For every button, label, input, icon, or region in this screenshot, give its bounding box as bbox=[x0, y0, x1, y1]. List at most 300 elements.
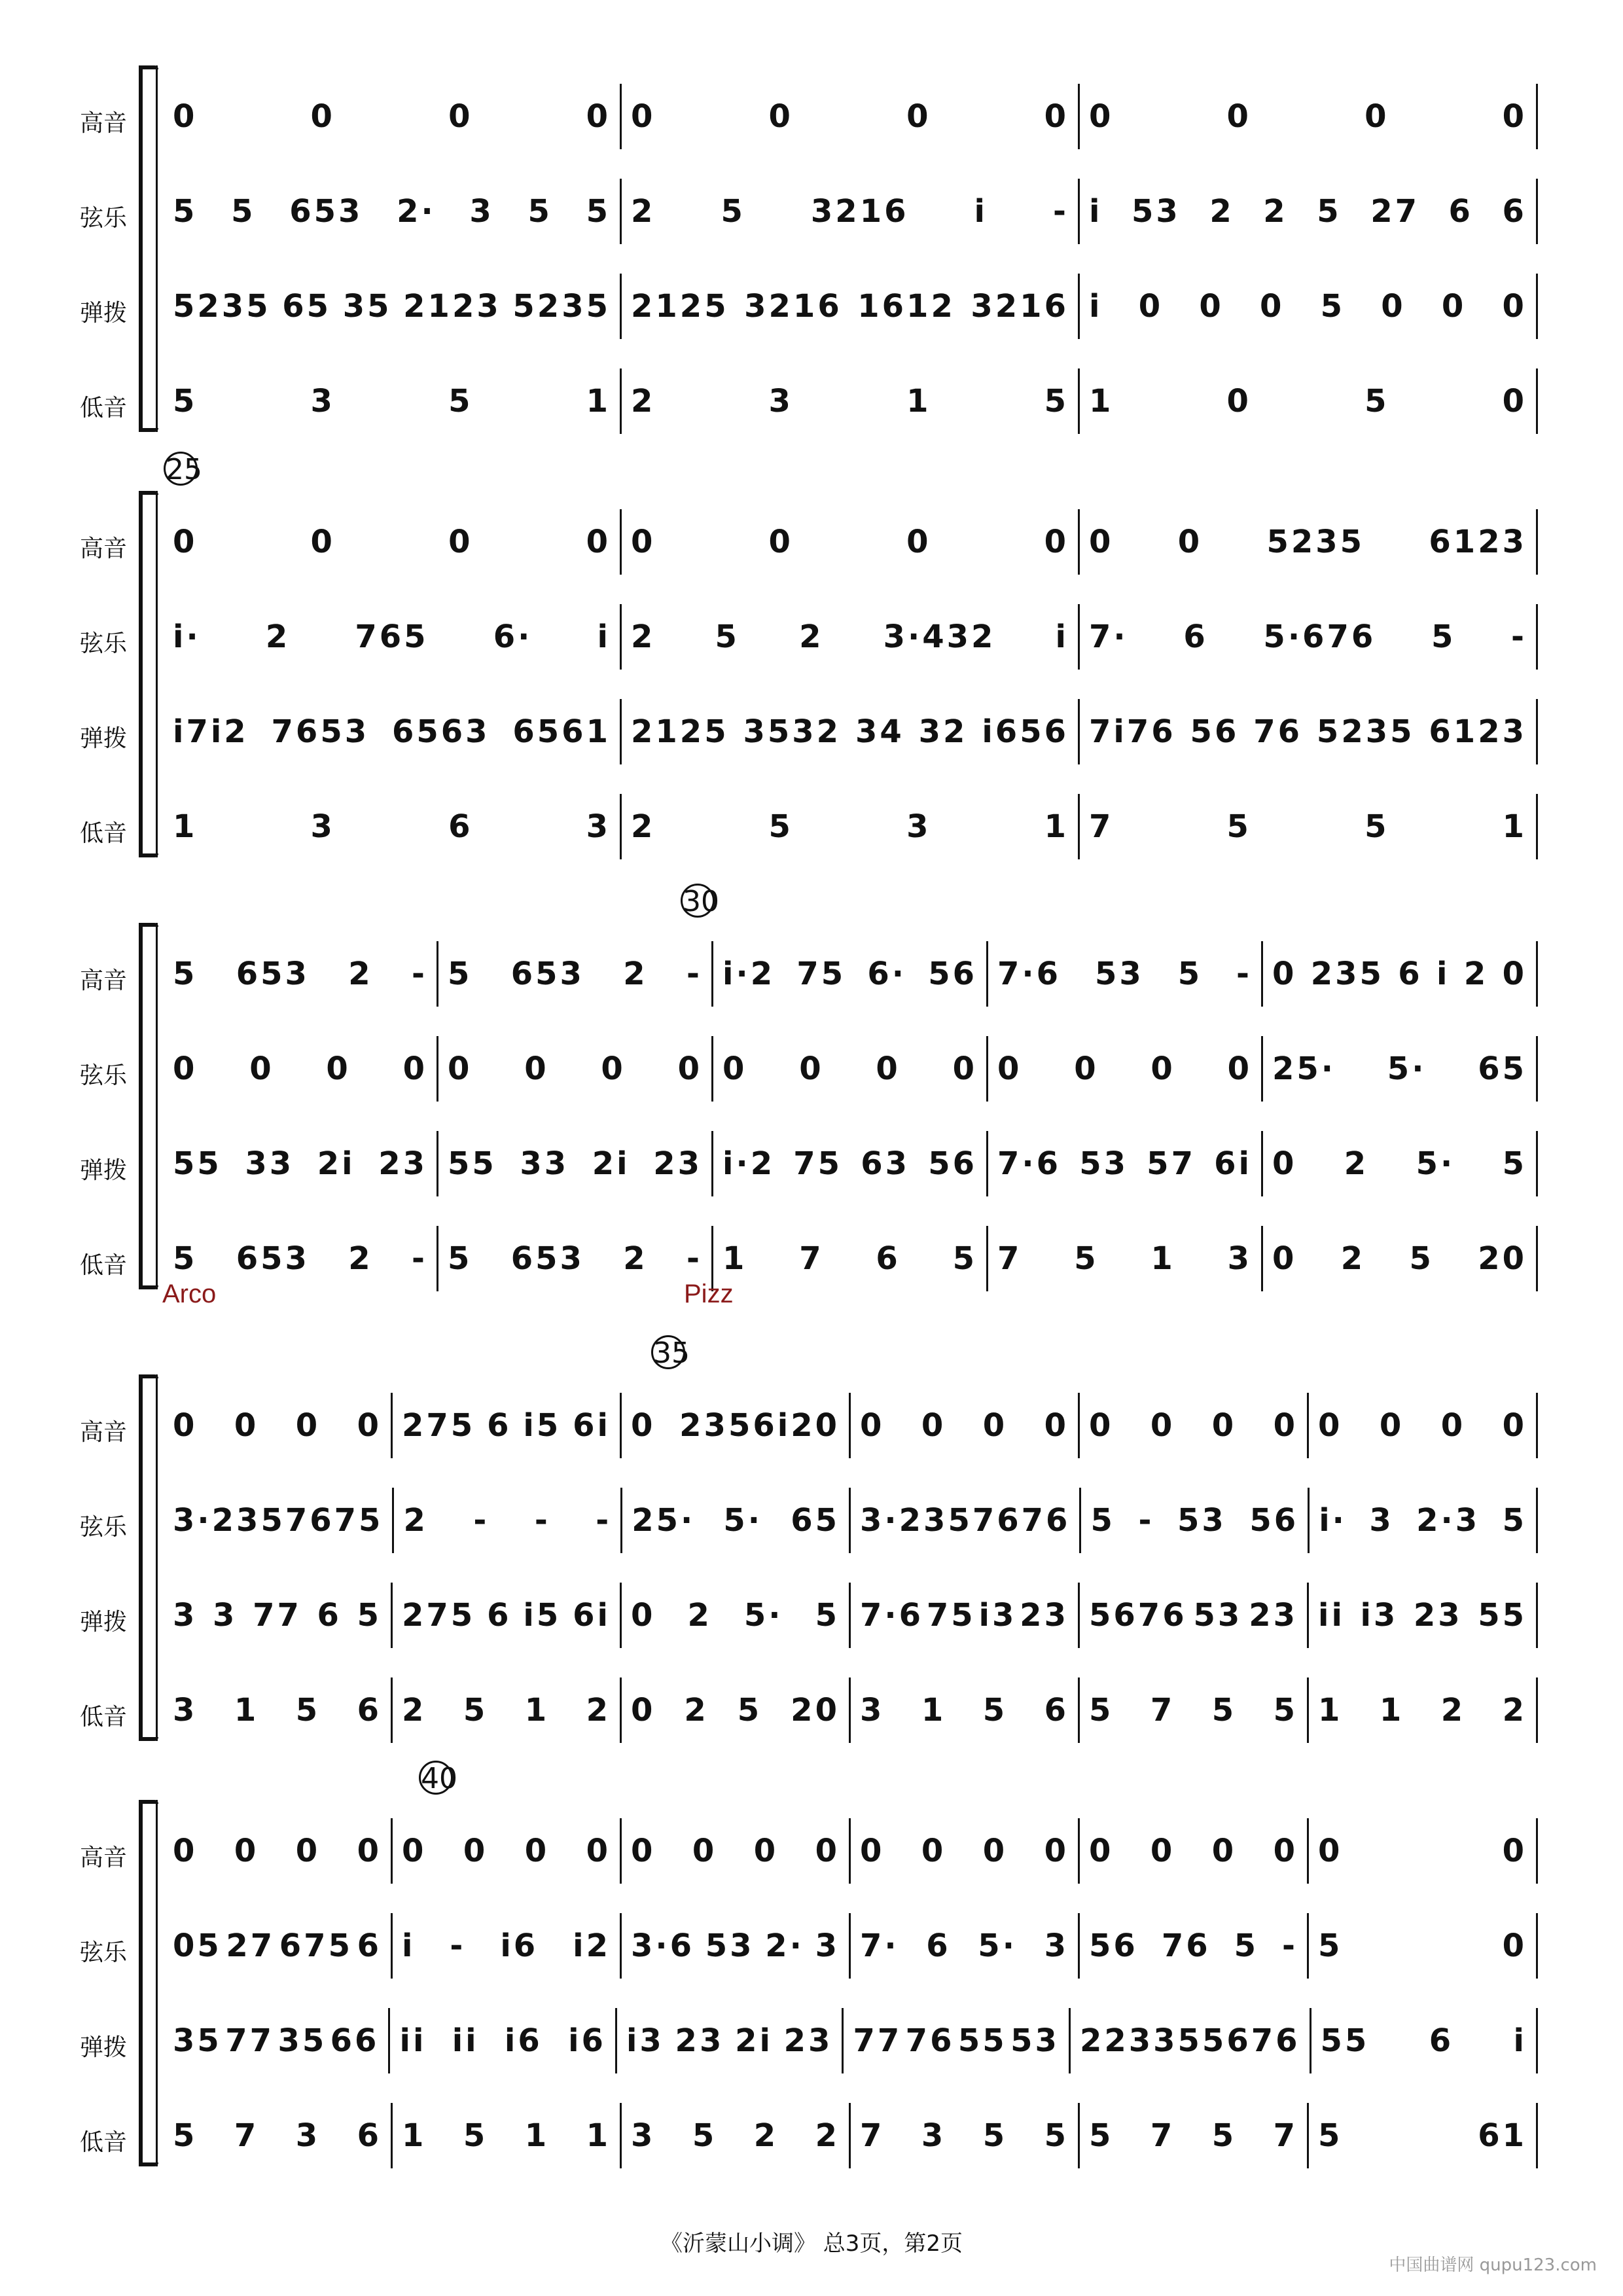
note-group: 3 bbox=[768, 383, 793, 420]
note-group: 0 bbox=[1199, 288, 1224, 325]
note-group: 3 bbox=[586, 808, 611, 845]
notes bbox=[1089, 98, 1527, 135]
note-group: 6 bbox=[1183, 619, 1208, 655]
measure bbox=[1071, 2008, 1311, 2073]
note-group: 65 bbox=[1478, 1050, 1527, 1087]
notes bbox=[173, 1407, 382, 1444]
note-group: 0 bbox=[310, 98, 335, 135]
measure bbox=[394, 1488, 622, 1553]
note-group: 0 bbox=[1044, 1833, 1069, 1869]
note-group: 75 bbox=[796, 956, 846, 992]
note-group: 5 bbox=[1502, 1502, 1527, 1539]
notes bbox=[631, 2117, 840, 2154]
note-group: 56 bbox=[928, 956, 977, 992]
note-group: 55 bbox=[1320, 2022, 1370, 2059]
note-group: 3 bbox=[173, 1597, 198, 1634]
note-group: 23 bbox=[653, 1145, 702, 1182]
note-group: 5 bbox=[1044, 2117, 1069, 2154]
note-group: 3·432 bbox=[883, 619, 996, 655]
note-group: 0 bbox=[921, 1407, 946, 1444]
note-group: 2·3 bbox=[1416, 1502, 1480, 1539]
note-group: 2· bbox=[765, 1928, 804, 1964]
note-group: 3 bbox=[213, 1597, 238, 1634]
note-group: 5· bbox=[1387, 1050, 1427, 1087]
measure bbox=[1080, 274, 1538, 339]
note-group: 0 bbox=[448, 524, 473, 560]
measure bbox=[1311, 2008, 1538, 2073]
measure bbox=[622, 1818, 851, 1884]
note-group: 0 bbox=[1074, 1050, 1099, 1087]
note-group: 0 bbox=[234, 1407, 259, 1444]
notes bbox=[997, 956, 1252, 992]
note-group: i bbox=[1513, 2022, 1527, 2059]
note-group: 56 bbox=[928, 1145, 977, 1182]
note-group: 5 bbox=[1318, 1928, 1343, 1964]
note-group: 5 bbox=[1089, 2117, 1114, 2154]
note-group: 5 bbox=[463, 1692, 488, 1729]
notes bbox=[860, 1407, 1069, 1444]
note-group: 6123 bbox=[1429, 713, 1527, 750]
note-group: i2 bbox=[573, 1928, 611, 1964]
note-group: 0 bbox=[1441, 288, 1467, 325]
part-label: 高音 bbox=[79, 110, 127, 137]
note-group: 34 bbox=[855, 713, 904, 750]
note-group: 5 bbox=[768, 808, 793, 845]
notes bbox=[1089, 193, 1527, 230]
staff-row bbox=[164, 1131, 1538, 1196]
measure bbox=[1263, 1226, 1538, 1291]
notes bbox=[1272, 1145, 1527, 1182]
note-group: 3216 bbox=[744, 288, 842, 325]
staff-row bbox=[164, 1393, 1538, 1458]
note-group: 7 bbox=[234, 2117, 259, 2154]
part-label: 弹拨 bbox=[79, 725, 127, 752]
note-group: i bbox=[1089, 193, 1103, 230]
notes bbox=[402, 1692, 611, 1729]
notes bbox=[1318, 1928, 1527, 1964]
note-group: 2· bbox=[397, 193, 436, 230]
note-group: 5 bbox=[721, 193, 745, 230]
note-group: 0 bbox=[295, 1407, 321, 1444]
part-label: 弦乐 bbox=[79, 630, 127, 657]
note-group: 5 bbox=[1318, 2117, 1343, 2154]
measure bbox=[164, 1677, 393, 1743]
part-label: 弦乐 bbox=[79, 205, 127, 232]
note-group: 653 bbox=[289, 193, 363, 230]
note-group: 53 bbox=[1177, 1502, 1226, 1539]
note-group: 5 bbox=[1273, 1692, 1298, 1729]
note-group: 0 bbox=[1440, 1407, 1466, 1444]
notes bbox=[860, 1928, 1069, 1964]
note-group: - bbox=[1138, 1502, 1154, 1539]
note-group: 0 bbox=[631, 98, 656, 135]
note-group: 2i bbox=[735, 2022, 773, 2059]
note-group: 275 bbox=[402, 1597, 476, 1634]
note-group: 0 bbox=[1226, 383, 1251, 420]
note-group: 5 bbox=[1044, 383, 1069, 420]
note-group: 2 bbox=[631, 383, 656, 420]
notes bbox=[402, 1407, 611, 1444]
note-group: 5 bbox=[1090, 1502, 1115, 1539]
measure bbox=[1080, 1677, 1309, 1743]
note-group: 0 bbox=[692, 1833, 717, 1869]
measure-number-mark: 25 bbox=[164, 452, 198, 486]
note-group: 6· bbox=[493, 619, 533, 655]
note-group: 3 bbox=[310, 808, 335, 845]
note-group: i· bbox=[173, 619, 201, 655]
note-group: 0 bbox=[1211, 1407, 1237, 1444]
part-label: 低音 bbox=[79, 820, 127, 847]
note-group: 6i bbox=[573, 1597, 611, 1634]
measure bbox=[622, 1913, 851, 1979]
note-group: 23 bbox=[1413, 1597, 1463, 1634]
notes bbox=[1080, 2022, 1300, 2059]
note-group: 0 bbox=[1044, 1407, 1069, 1444]
measure bbox=[164, 794, 622, 859]
note-group: 35 bbox=[342, 288, 392, 325]
note-group: 0 bbox=[1273, 1407, 1298, 1444]
system-line bbox=[156, 65, 158, 432]
staff-row bbox=[164, 699, 1538, 764]
measure bbox=[988, 1226, 1263, 1291]
note-group: 2 bbox=[403, 1502, 428, 1539]
note-group: 53 bbox=[1094, 956, 1144, 992]
note-group: 1 bbox=[1318, 1692, 1343, 1729]
note-group: 1 bbox=[1089, 383, 1114, 420]
note-group: - bbox=[450, 1928, 466, 1964]
notes bbox=[1089, 713, 1527, 750]
score-system bbox=[0, 1762, 1623, 2179]
note-group: 2 bbox=[1440, 1692, 1466, 1729]
note-group: 2 bbox=[1344, 1145, 1369, 1182]
note-group: 3 bbox=[631, 2117, 656, 2154]
notes bbox=[173, 2117, 382, 2154]
note-group: 53 bbox=[1132, 193, 1181, 230]
note-group: 7 bbox=[799, 1240, 824, 1277]
part-label: 高音 bbox=[79, 535, 127, 562]
note-group: i3 bbox=[1360, 1597, 1399, 1634]
note-group: 0 bbox=[1044, 524, 1069, 560]
note-group: 0 bbox=[234, 1833, 259, 1869]
system-line bbox=[156, 491, 158, 857]
note-group: 3 bbox=[860, 1692, 885, 1729]
note-group: 0 bbox=[173, 524, 198, 560]
staff-row bbox=[164, 604, 1538, 670]
note-group: 0 bbox=[463, 1833, 488, 1869]
measure bbox=[622, 699, 1080, 764]
note-group: 5 bbox=[173, 193, 198, 230]
note-group: 7 bbox=[1273, 2117, 1298, 2154]
note-group: 1 bbox=[173, 808, 198, 845]
note-group: 5 bbox=[448, 956, 473, 992]
staff-row bbox=[164, 2008, 1538, 2073]
measure bbox=[1080, 84, 1538, 149]
note-group: - bbox=[1236, 956, 1252, 992]
note-group: i bbox=[974, 193, 988, 230]
measure bbox=[1080, 368, 1538, 434]
note-group: 5 bbox=[1317, 193, 1342, 230]
system-bracket bbox=[139, 923, 152, 1289]
measure bbox=[1080, 509, 1538, 575]
note-group: 0 bbox=[1272, 1145, 1297, 1182]
note-group: 7 bbox=[1150, 1692, 1175, 1729]
note-group: - bbox=[687, 956, 702, 992]
staff-row bbox=[164, 1488, 1538, 1553]
note-group: 23 bbox=[783, 2022, 833, 2059]
note-group: 77 bbox=[853, 2022, 902, 2059]
note-group: 2i bbox=[592, 1145, 630, 1182]
note-group: 2 bbox=[631, 193, 656, 230]
note-group: 2 bbox=[348, 1240, 373, 1277]
note-group: 5235 bbox=[512, 288, 611, 325]
notes bbox=[173, 808, 611, 845]
part-label: 高音 bbox=[79, 967, 127, 994]
note-group: i bbox=[1055, 619, 1069, 655]
note-group: 6 bbox=[357, 1928, 382, 1964]
note-group: 6i bbox=[573, 1407, 611, 1444]
note-group: 2 bbox=[623, 956, 648, 992]
notes bbox=[860, 1692, 1069, 1729]
measure bbox=[1080, 1393, 1309, 1458]
measure bbox=[164, 509, 622, 575]
notes bbox=[860, 1833, 1069, 1869]
note-group: 27 bbox=[1370, 193, 1419, 230]
note-group: i bbox=[402, 1928, 416, 1964]
note-group: 3·6 bbox=[631, 1928, 695, 1964]
note-group: 7·6 bbox=[860, 1597, 924, 1634]
notes bbox=[722, 956, 977, 992]
notes bbox=[173, 1145, 427, 1182]
note-group: 55 bbox=[1478, 1597, 1527, 1634]
measure bbox=[844, 2008, 1070, 2073]
note-group: 2 bbox=[631, 619, 656, 655]
measure bbox=[1080, 699, 1538, 764]
note-group: 0 bbox=[173, 1050, 198, 1087]
staff-row bbox=[164, 179, 1538, 244]
measure bbox=[1080, 1583, 1309, 1648]
note-group: 0 bbox=[357, 1833, 382, 1869]
note-group: 76 bbox=[905, 2022, 955, 2059]
note-group: 0 bbox=[1150, 1833, 1175, 1869]
measure bbox=[164, 699, 622, 764]
note-group: 7 bbox=[1150, 2117, 1175, 2154]
notes bbox=[631, 193, 1069, 230]
measure bbox=[1080, 1818, 1309, 1884]
notes bbox=[402, 2117, 611, 2154]
note-group: 0 bbox=[448, 1050, 473, 1087]
measure bbox=[393, 1677, 622, 1743]
note-group: i5 bbox=[523, 1407, 562, 1444]
note-group: 2 bbox=[687, 1597, 712, 1634]
note-group: 2 bbox=[631, 808, 656, 845]
notes bbox=[1089, 1597, 1298, 1634]
note-group: 1 bbox=[586, 383, 611, 420]
measure bbox=[438, 1131, 713, 1196]
note-group: 3 bbox=[469, 193, 494, 230]
note-group: 76 bbox=[1161, 1928, 1211, 1964]
notes bbox=[173, 956, 427, 992]
note-group: - bbox=[1511, 619, 1527, 655]
system-bracket bbox=[139, 65, 152, 432]
note-group: - bbox=[412, 956, 427, 992]
note-group: 0 bbox=[1318, 1407, 1343, 1444]
note-group: 65 bbox=[282, 288, 332, 325]
notes bbox=[448, 1050, 702, 1087]
note-group: 0 bbox=[1211, 1833, 1237, 1869]
notes bbox=[997, 1050, 1252, 1087]
note-group: 3 bbox=[1227, 1240, 1252, 1277]
notes bbox=[1090, 1502, 1298, 1539]
notes bbox=[631, 1833, 840, 1869]
note-group: 653 bbox=[510, 956, 584, 992]
note-group: 5· bbox=[978, 1928, 1017, 1964]
part-label: 低音 bbox=[79, 1252, 127, 1279]
note-group: 5 bbox=[1211, 1692, 1237, 1729]
notes bbox=[173, 98, 611, 135]
measure bbox=[164, 604, 622, 670]
system-line bbox=[156, 923, 158, 1289]
note-group: 653 bbox=[236, 1240, 310, 1277]
measure bbox=[622, 84, 1080, 149]
note-group: 0 bbox=[860, 1833, 885, 1869]
note-group: 0 bbox=[1089, 1407, 1114, 1444]
note-group: 0 bbox=[1177, 524, 1203, 560]
note-group: 56 bbox=[1249, 1502, 1299, 1539]
note-group: 6 bbox=[357, 2117, 382, 2154]
note-group: i6 bbox=[500, 1928, 539, 1964]
part-label: 弹拨 bbox=[79, 2034, 127, 2061]
notes bbox=[173, 1597, 382, 1634]
notes bbox=[631, 1407, 840, 1444]
notes bbox=[1318, 1407, 1527, 1444]
note-group: 33 bbox=[1128, 2022, 1178, 2059]
staff-row bbox=[164, 509, 1538, 575]
note-group: 57 bbox=[948, 1502, 997, 1539]
part-label: 低音 bbox=[79, 2129, 127, 2156]
measure bbox=[393, 1913, 622, 1979]
notes bbox=[1089, 1407, 1298, 1444]
note-group: 6 bbox=[317, 1597, 342, 1634]
note-group: 2 bbox=[684, 1692, 709, 1729]
measure bbox=[1081, 1488, 1310, 1553]
notes bbox=[631, 1928, 840, 1964]
note-group: 0 bbox=[1272, 1240, 1297, 1277]
note-group: 0 bbox=[799, 1050, 824, 1087]
note-group: 2 bbox=[348, 956, 373, 992]
note-group: 0 bbox=[173, 98, 198, 135]
note-group: 7 bbox=[860, 2117, 885, 2154]
note-group: 6563 bbox=[391, 713, 490, 750]
notes bbox=[403, 1502, 611, 1539]
note-group: 3·2 bbox=[860, 1502, 924, 1539]
note-group: 55 bbox=[448, 1145, 497, 1182]
note-group: 6 bbox=[1502, 193, 1527, 230]
note-group: 5 bbox=[737, 1692, 762, 1729]
note-group: 2 bbox=[1263, 193, 1288, 230]
note-group: 0 bbox=[1502, 383, 1527, 420]
note-group: i6 bbox=[568, 2022, 606, 2059]
note-group: 5 bbox=[982, 1692, 1008, 1729]
note-group: 0 bbox=[768, 524, 793, 560]
technique-pizz: Pizz bbox=[684, 1280, 734, 1308]
note-group: 0 bbox=[753, 1833, 779, 1869]
notes bbox=[722, 1145, 977, 1182]
note-group: 22 bbox=[1079, 2022, 1129, 2059]
note-group: 1 bbox=[524, 1692, 550, 1729]
measure bbox=[851, 1393, 1080, 1458]
part-label: 弦乐 bbox=[79, 1939, 127, 1966]
note-group: 3 bbox=[921, 2117, 946, 2154]
note-group: 0 bbox=[921, 1833, 946, 1869]
notes bbox=[631, 1597, 840, 1634]
note-group: 1 bbox=[234, 1692, 259, 1729]
note-group: 56 bbox=[1190, 713, 1240, 750]
measure bbox=[393, 1393, 622, 1458]
measure bbox=[1080, 179, 1538, 244]
note-group: 75 bbox=[793, 1145, 843, 1182]
notes bbox=[1272, 1050, 1527, 1087]
notes bbox=[1321, 2022, 1527, 2059]
note-group: 0 bbox=[326, 1050, 351, 1087]
measure bbox=[713, 1131, 988, 1196]
note-group: 2 bbox=[1463, 956, 1489, 992]
note-group: 0 bbox=[997, 1050, 1022, 1087]
notes bbox=[631, 619, 1069, 655]
note-group: 0 bbox=[295, 1833, 321, 1869]
note-group: 6 bbox=[357, 1692, 382, 1729]
note-group: 0 bbox=[906, 524, 931, 560]
note-group: 1 bbox=[402, 2117, 427, 2154]
note-group: 5 bbox=[1364, 383, 1389, 420]
measure bbox=[438, 941, 713, 1007]
note-group: 5· bbox=[743, 1597, 783, 1634]
system-bracket bbox=[139, 1374, 152, 1741]
note-group: 0 bbox=[631, 1597, 656, 1634]
note-group: 2 bbox=[753, 2117, 779, 2154]
note-group: 63 bbox=[861, 1145, 910, 1182]
notes bbox=[1089, 383, 1527, 420]
note-group: 5 bbox=[815, 1597, 840, 1634]
note-group: 7 bbox=[1089, 808, 1114, 845]
note-group: ii bbox=[452, 2022, 479, 2059]
note-group: 0 bbox=[586, 98, 611, 135]
notes bbox=[626, 2022, 832, 2059]
note-group: 0 bbox=[173, 1407, 198, 1444]
note-group: 5 bbox=[357, 1597, 382, 1634]
notes bbox=[173, 2022, 379, 2059]
part-label: 弦乐 bbox=[79, 1062, 127, 1089]
notes bbox=[860, 2117, 1069, 2154]
measure bbox=[164, 1036, 438, 1102]
measure bbox=[1263, 1036, 1538, 1102]
note-group: 0 bbox=[906, 98, 931, 135]
note-group: 0 bbox=[1379, 1407, 1404, 1444]
measure bbox=[1310, 1488, 1538, 1553]
note-group: 0 bbox=[601, 1050, 626, 1087]
part-label: 弹拨 bbox=[79, 300, 127, 327]
note-group: 1 bbox=[1150, 1240, 1175, 1277]
note-group: 0 bbox=[1381, 288, 1406, 325]
measure bbox=[622, 1583, 851, 1648]
notes bbox=[722, 1050, 977, 1087]
note-group: 2356i20 bbox=[679, 1407, 840, 1444]
note-group: 5 bbox=[295, 1692, 321, 1729]
note-group: 0 bbox=[631, 1407, 656, 1444]
staff-row bbox=[164, 84, 1538, 149]
note-group: 0 bbox=[524, 1050, 549, 1087]
notes bbox=[448, 956, 702, 992]
note-group: 7·6 bbox=[997, 956, 1061, 992]
